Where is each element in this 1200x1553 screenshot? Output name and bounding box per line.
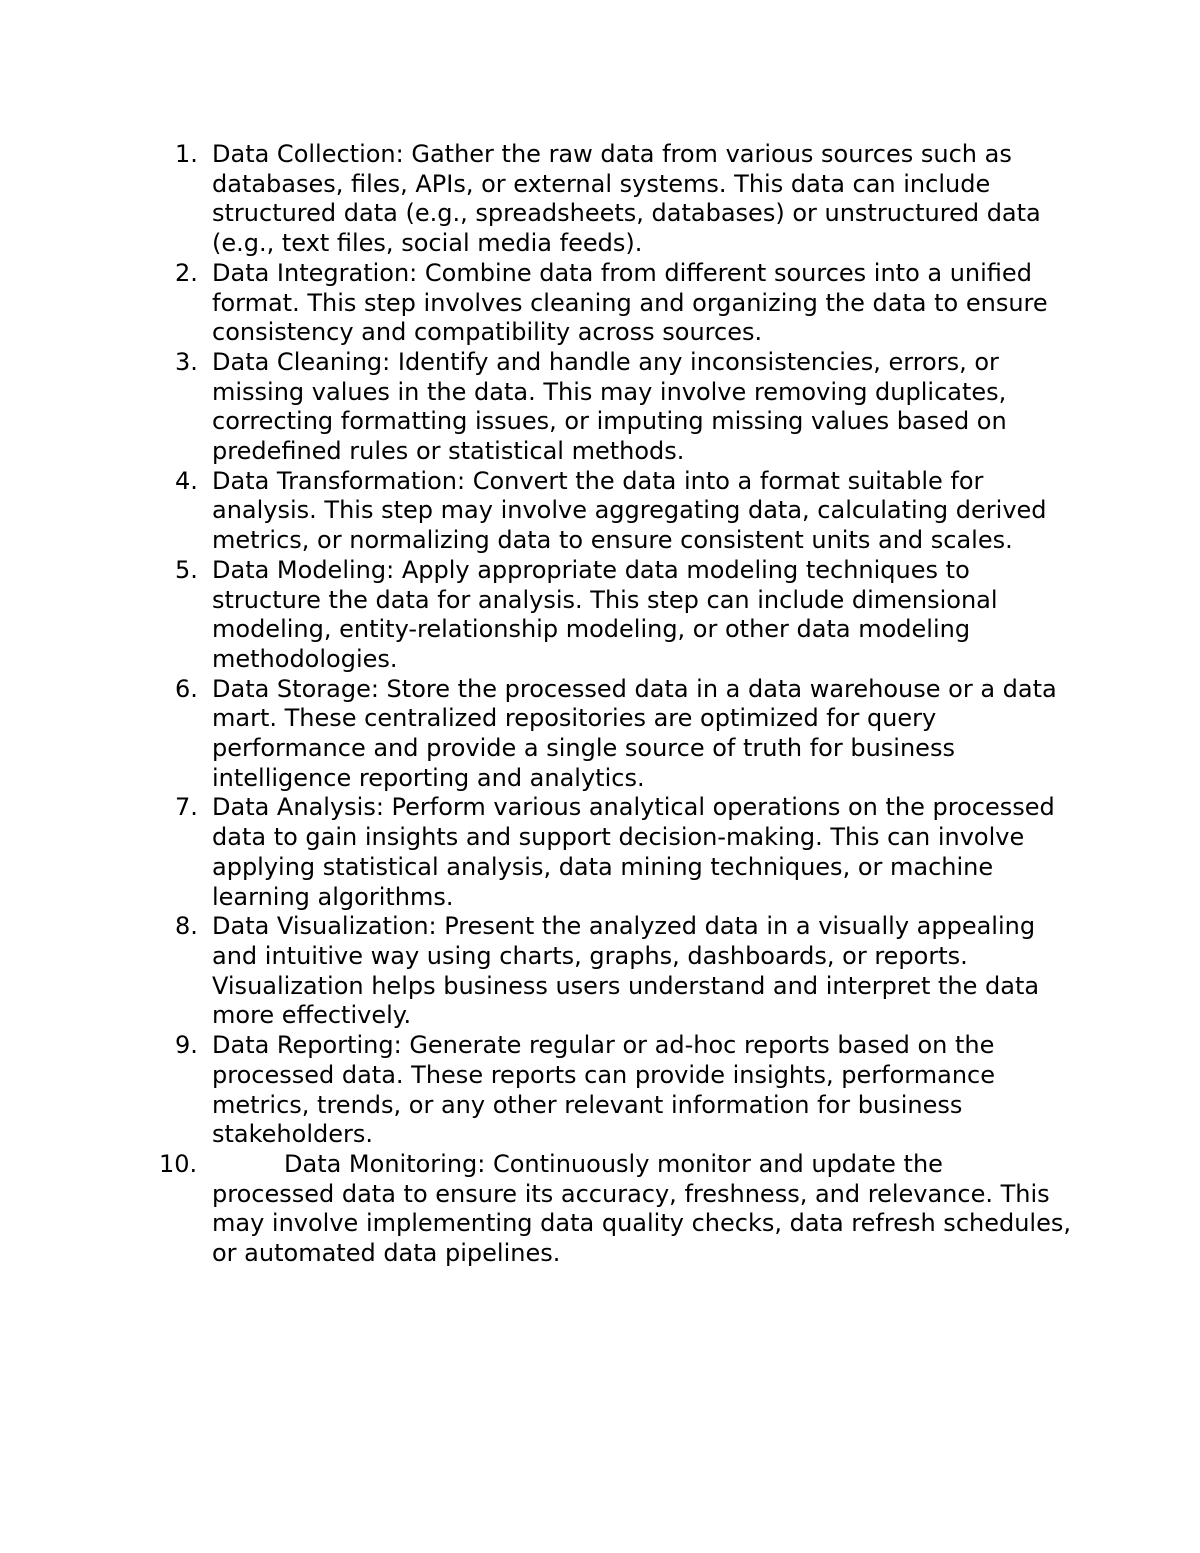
- list-item-number: 1.: [175, 140, 198, 168]
- steps-list: [159, 140, 1072, 1269]
- list-item-text: Data Modeling: Apply appropriate data modeling techniques to structure the data for analysis. This step can include dimensional modeling, entity-relationship modeling, or other data modeling methodologies.: [212, 555, 998, 673]
- list-item-number: 8.: [175, 912, 198, 941]
- list-item-number: 6.: [175, 674, 198, 703]
- list-item-number: 9.: [175, 1031, 198, 1060]
- list-item-number: 4.: [175, 466, 198, 495]
- list-item-text: Data Reporting: Generate regular or ad-hoc reports based on the processed data. These reports can provide insights, performance metrics, trends, or any other relevant information for business stakeholders.: [212, 1031, 996, 1149]
- list-item-text: Data Collection: Gather the raw data from various sources such as databases, files, APIs, or external systems. This data can include structured data (e.g., spreadsheets, databases) or unstructured data (e.g., text files, social media feeds).: [212, 140, 1041, 258]
- list-item-number: 5.: [175, 555, 198, 584]
- list-item-text: Data Storage: Store the processed data in a data warehouse or a data mart. These centralized repositories are optimized for query performance and provide a single source of truth for business intelligence reporting and analytics.: [212, 674, 1057, 792]
- list-item-text: Data Transformation: Convert the data into a format suitable for analysis. This step may involve aggregating data, calculating derived metrics, or normalizing data to ensure consistent units and scales.: [212, 466, 1047, 555]
- list-item: [175, 466, 1072, 556]
- list-item-number: 2.: [175, 258, 198, 287]
- list-item: [175, 555, 1072, 675]
- list-item-text: Data Cleaning: Identify and handle any inconsistencies, errors, or missing values in the data. This may involve removing duplicates, correcting formatting issues, or imputing missing values based on predefined rules or statistical methods.: [212, 347, 1007, 466]
- list-item: [175, 793, 1072, 912]
- list-item: [175, 347, 1072, 467]
- list-item: [175, 912, 1072, 1031]
- list-item-text: Data Monitoring: Continuously monitor and update the processed data to ensure its accuracy, freshness, and relevance. This may involve implementing data quality checks, data refresh schedules, or automated data pipelines.: [212, 1149, 1071, 1268]
- list-item-number: 10.: [159, 1149, 198, 1178]
- list-item: [175, 140, 1072, 259]
- list-item-number: 3.: [175, 347, 198, 376]
- list-item-text: Data Integration: Combine data from different sources into a unified format. This step involves cleaning and organizing the data to ensure consistency and compatibility across sources.: [212, 258, 1048, 347]
- list-item-text: Data Visualization: Present the analyzed data in a visually appealing and intuitive way using charts, graphs, dashboards, or reports. Visualization helps business users understand and interpret the data more effectively.: [212, 912, 1040, 1030]
- list-item-text-wrapper: [212, 1150, 1072, 1269]
- list-item-text: Data Analysis: Perform various analytical operations on the processed data to gain insights and support decision-making. This can involve applying statistical analysis, data mining techniques, or machine learning algorithms.: [212, 793, 1055, 911]
- list-item: [175, 1031, 1072, 1150]
- list-item: [175, 258, 1072, 348]
- list-item-number: 7.: [175, 793, 198, 822]
- list-item: [159, 1149, 1072, 1269]
- list-item: [175, 674, 1072, 794]
